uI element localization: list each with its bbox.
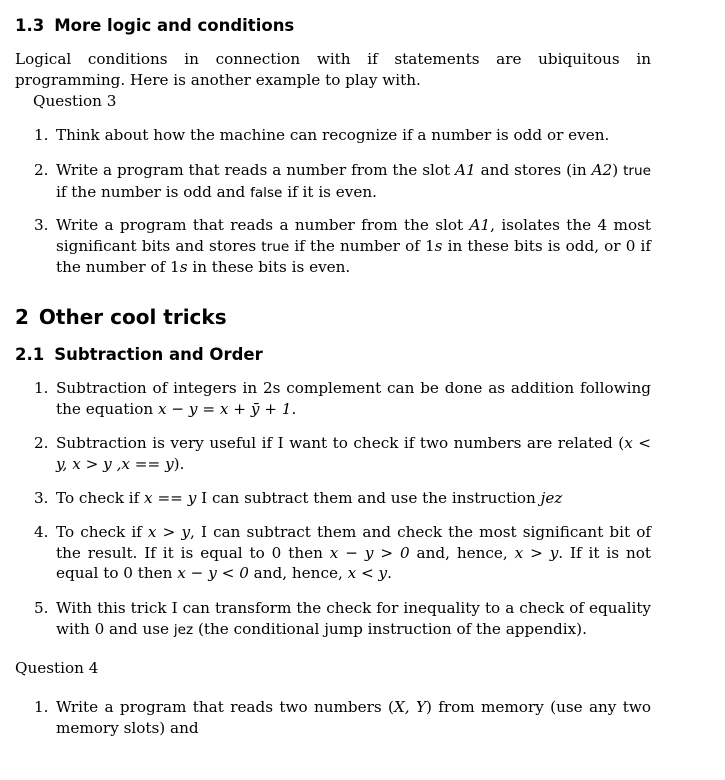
code-literal: true xyxy=(261,238,290,255)
intro-paragraph: Logical conditions in connection with if statements are ubiquitous in programming. Here is another example to play with. xyxy=(15,50,651,89)
text-run: ) xyxy=(612,161,624,179)
list-item xyxy=(34,215,652,278)
question-word: Question xyxy=(15,659,84,677)
math-equation: x == y xyxy=(144,489,197,507)
section-title: Subtraction and Order xyxy=(54,345,263,364)
code-literal: jez xyxy=(173,621,194,638)
code-literal: true xyxy=(623,163,651,179)
text-run: Write a program that reads a number from the slot xyxy=(56,161,456,179)
list-marker: 1. xyxy=(34,126,49,144)
math-var: s xyxy=(434,236,443,255)
text-run: . xyxy=(387,564,392,583)
math-var: A1 xyxy=(455,161,476,179)
list-item xyxy=(34,488,651,509)
section-heading-1-3 xyxy=(15,16,294,35)
text-run: ) from memory (use any two memory slots) and xyxy=(56,698,651,737)
section-heading-2-1 xyxy=(15,345,263,364)
question-number: 4 xyxy=(88,659,99,677)
text-run: To check if xyxy=(56,489,145,507)
list-item xyxy=(34,160,651,203)
question-4-label xyxy=(15,658,98,679)
section-title: More logic and conditions xyxy=(54,16,295,35)
section-number: 2 xyxy=(15,305,29,329)
list-marker: 2. xyxy=(34,161,49,179)
math-var: A1 xyxy=(469,216,491,234)
list-item xyxy=(34,378,651,419)
text-run: Subtraction of integers in 2s complement can be done as addition following the equation xyxy=(56,379,651,418)
math-expression: x − y > 0 xyxy=(329,543,410,562)
text-run: ). xyxy=(173,454,185,473)
text-run: I can subtract them and use the instruction xyxy=(196,489,541,507)
math-expression: x < y xyxy=(347,564,388,583)
code-literal: false xyxy=(250,184,283,201)
section-heading-2 xyxy=(15,305,227,329)
text-run: , isolates the 4 most significant bits and stores xyxy=(56,216,651,255)
section-title: Other cool tricks xyxy=(38,305,227,329)
text-run: . xyxy=(291,399,297,418)
list-marker: 3. xyxy=(34,489,49,507)
list-item xyxy=(34,125,651,146)
text-run: (the conditional jump instruction of the appendix). xyxy=(193,619,587,638)
math-var: A2 xyxy=(591,161,613,179)
list-marker: 3. xyxy=(34,216,49,234)
text-run: and, hence, xyxy=(409,543,515,562)
math-expression: x − y < 0 xyxy=(177,564,249,583)
math-equation: x − y = x + ȳ + 1 xyxy=(157,399,292,418)
text-run: if the number is odd and xyxy=(56,182,251,201)
section-number: 1.3 xyxy=(15,16,45,35)
text-run: if the number of 1 xyxy=(289,236,435,255)
section-number: 2.1 xyxy=(15,345,45,364)
list-marker: 1. xyxy=(34,698,49,716)
list-item xyxy=(34,522,651,584)
question-3-label xyxy=(33,91,116,112)
text-run: . If it is not equal to 0 then xyxy=(56,543,651,583)
text-run: if it is even. xyxy=(282,182,377,201)
text-run: and, hence, xyxy=(248,564,348,583)
question-word: Question xyxy=(33,92,102,110)
text-run: and stores (in xyxy=(475,161,592,179)
list-item-text: Think about how the machine can recognize if a number is odd or even. xyxy=(56,126,610,144)
list-marker: 1. xyxy=(34,379,49,397)
list-marker: 5. xyxy=(34,599,49,617)
list-item xyxy=(34,598,651,640)
list-marker: 2. xyxy=(34,434,49,452)
text-run: To check if xyxy=(56,523,148,541)
text-run: With this trick I can transform the check for inequality to a check of equality with 0 and use xyxy=(56,599,651,638)
text-run: Write a program that reads a number from the slot xyxy=(56,216,470,234)
text-run: in these bits is odd, or 0 if the number of 1 xyxy=(56,236,652,277)
list-item xyxy=(34,433,651,474)
math-var: s xyxy=(179,258,188,277)
text-run: Write a program that reads two numbers ( xyxy=(56,698,394,716)
math-relations: x < y, x > y ,x == y xyxy=(56,434,651,473)
math-expression: x > y xyxy=(147,523,191,541)
question-number: 3 xyxy=(106,92,117,110)
list-item xyxy=(34,697,651,738)
math-expression: x > y xyxy=(514,543,559,562)
math-expression: X, Y xyxy=(393,698,426,716)
text-run: Subtraction is very useful if I want to check if two numbers are related ( xyxy=(56,434,625,452)
list-marker: 4. xyxy=(34,523,49,541)
text-run: , I can subtract them and check the most significant bit of the result. If it is equal to 0 then xyxy=(56,523,651,562)
text-run: in these bits is even. xyxy=(187,258,351,277)
instruction-name: jez xyxy=(540,489,563,507)
